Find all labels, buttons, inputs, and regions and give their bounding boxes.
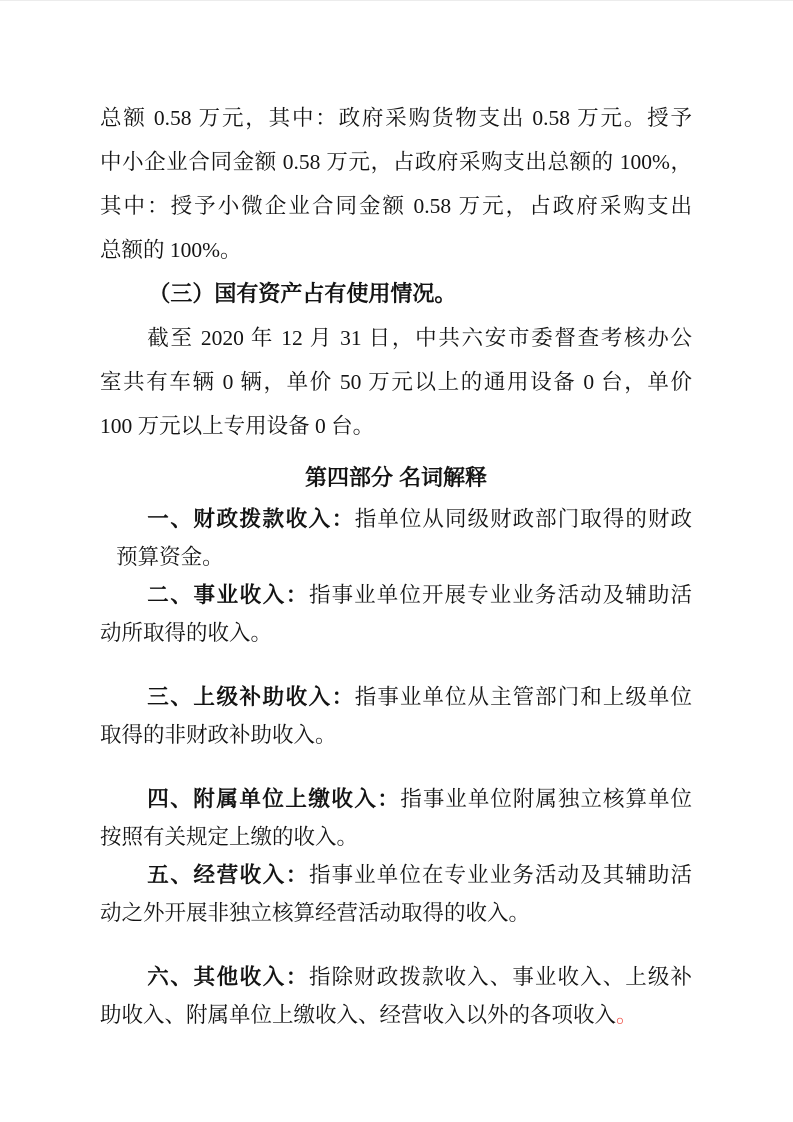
definition-term: 一、财政拨款收入： [147, 507, 355, 531]
paragraph-line: 总额的 100%。 [100, 238, 242, 262]
paragraph-line: 截至 2020 年 12 月 31 日，中共六安市委督查考核办公 [147, 326, 692, 350]
definition-item-4 [100, 780, 692, 856]
definition-line [100, 856, 692, 894]
procurement-paragraph [100, 96, 692, 272]
definition-line [100, 500, 692, 538]
definition-line [100, 780, 692, 818]
definition-line: 动所取得的收入。 [100, 621, 273, 645]
definition-text: 指事业单位在专业业务活动及其辅助活 [308, 863, 692, 887]
paragraph-line: 100 万元以上专用设备 0 台。 [100, 414, 375, 438]
definition-text: 指除财政拨款收入、事业收入、上级补 [308, 965, 692, 989]
definition-term: 六、其他收入： [147, 965, 309, 989]
definition-line [100, 678, 692, 716]
definition-line: 按照有关规定上缴的收入。 [100, 825, 359, 849]
section-three-heading: （三）国有资产占有使用情况。 [148, 281, 457, 306]
definition-item-3 [100, 678, 692, 754]
definition-text: 指单位从同级财政部门取得的财政 [354, 507, 692, 531]
paragraph-line: 其中：授予小微企业合同金额 0.58 万元，占政府采购支出 [100, 194, 692, 218]
definition-item-2 [100, 576, 692, 652]
definition-line: 动之外开展非独立核算经营活动取得的收入。 [100, 901, 531, 925]
definition-line: 预算资金。 [116, 545, 224, 569]
part-four [100, 456, 692, 1034]
definition-item-5 [100, 856, 692, 932]
definition-term: 五、经营收入： [147, 863, 309, 887]
paragraph-line: 总额 0.58 万元，其中：政府采购货物支出 0.58 万元。授予 [100, 106, 692, 130]
paragraph-line: 中小企业合同金额 0.58 万元，占政府采购支出总额的 100%， [100, 150, 692, 174]
red-final-period: 。 [616, 1003, 638, 1027]
definition-line: 取得的非财政补助收入。 [100, 723, 337, 747]
part-four-heading: 第四部分 名词解释 [304, 465, 488, 490]
definition-item-1 [100, 500, 692, 576]
definition-term: 二、事业收入： [147, 583, 309, 607]
section-three [100, 272, 692, 448]
definition-term: 三、上级补助收入： [147, 685, 355, 709]
definition-text: 助收入、附属单位上缴收入、经营收入以外的各项收入 [100, 1003, 617, 1027]
definition-item-6 [100, 958, 692, 1034]
definition-text: 指事业单位附属独立核算单位 [400, 787, 692, 811]
paragraph-line: 室共有车辆 0 辆，单价 50 万元以上的通用设备 0 台，单价 [100, 370, 692, 394]
definition-line [100, 996, 692, 1034]
definition-line [100, 958, 692, 996]
definition-text: 指事业单位从主管部门和上级单位 [354, 685, 692, 709]
definition-term: 四、附属单位上缴收入： [147, 787, 401, 811]
definition-line [100, 576, 692, 614]
definition-text: 指事业单位开展专业业务活动及辅助活 [308, 583, 692, 607]
